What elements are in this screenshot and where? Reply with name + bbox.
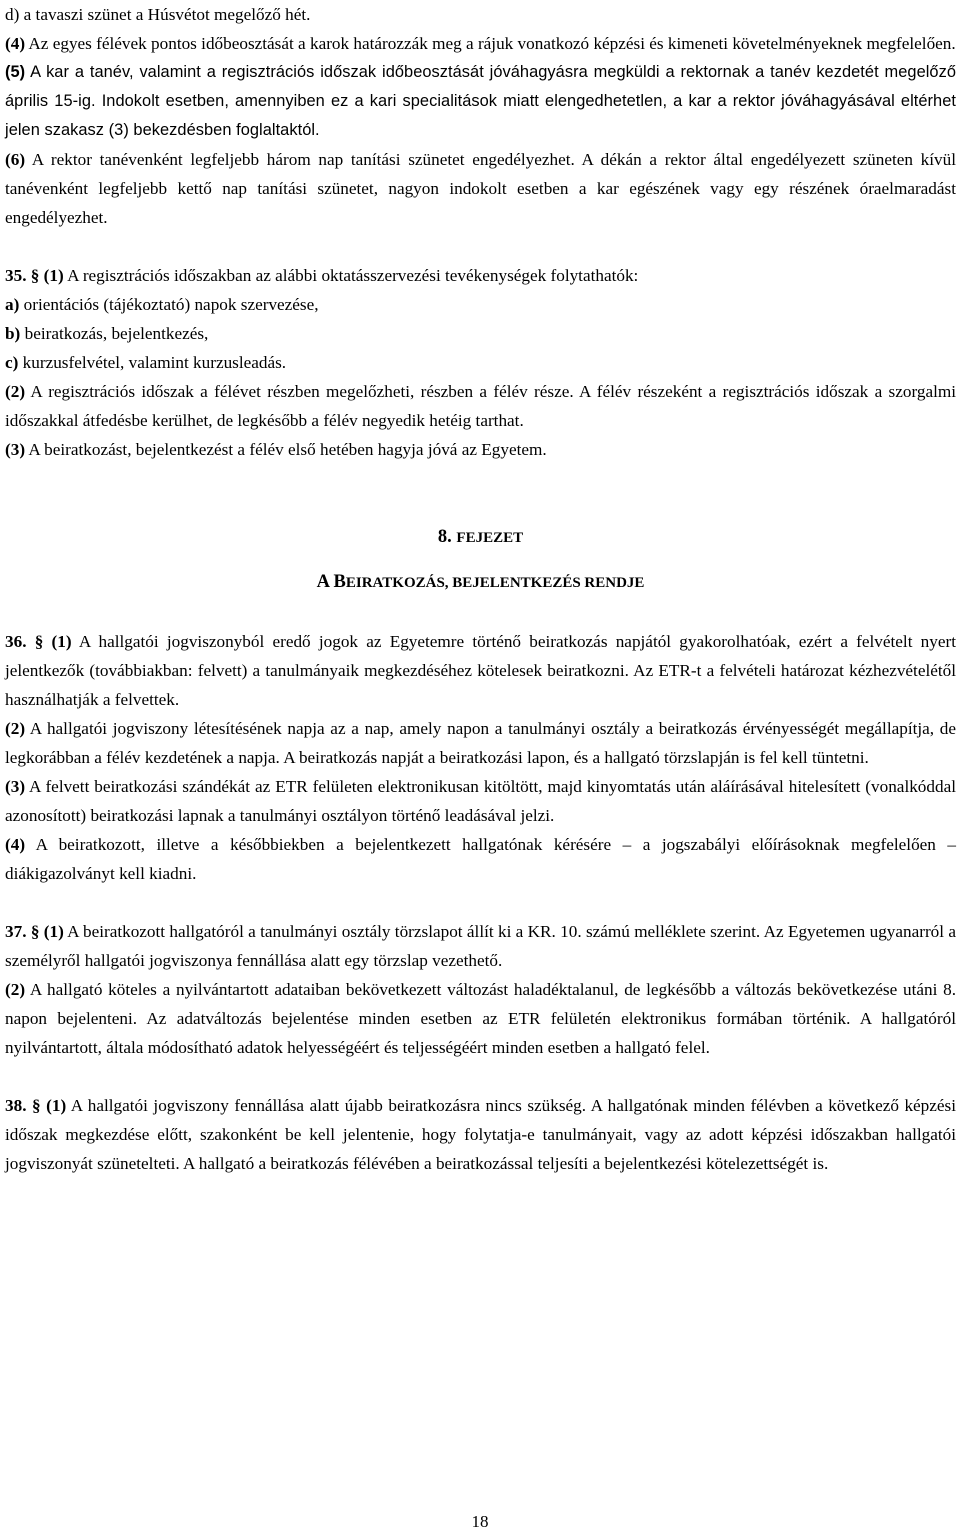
paragraph-text: A felvett beiratkozási szándékát az ETR felületen elektronikusan kitöltött, majd kinyomtatás után aláírásával hitelesített (vonalkóddal azonosított) beiratkozási lapnak a tanulmányi osztályon történő leadásával jelzi.	[5, 777, 956, 825]
document-page	[5, 0, 956, 1178]
paragraph	[5, 830, 956, 888]
paragraph	[5, 377, 956, 435]
paragraph	[5, 772, 956, 830]
section-marker: b)	[5, 324, 21, 343]
paragraph	[5, 627, 956, 714]
paragraph	[5, 290, 956, 319]
section-marker: a)	[5, 295, 20, 314]
chapter-heading	[5, 522, 956, 553]
section-marker: (1)	[43, 266, 64, 285]
spacer	[5, 1062, 956, 1091]
paragraph	[5, 0, 956, 29]
paragraph	[5, 435, 956, 464]
paragraph	[5, 29, 956, 58]
spacer	[5, 598, 956, 627]
paragraph	[5, 975, 956, 1062]
section-marker: c)	[5, 353, 19, 372]
page-number: 18	[471, 1512, 489, 1531]
paragraph	[5, 1091, 956, 1178]
paragraph-text: A regisztrációs időszakban az alábbi oktatásszervezési tevékenységek folytathatók:	[63, 266, 639, 285]
paragraph-text: A hallgatói jogviszony fennállása alatt újabb beiratkozásra nincs szükség. A hallgatónak minden félévben a következő képzési időszak megkezdése előtt, szakonként be kell jelentenie, hogy folytatja-e tanulmányait, vagy az adott képzési időszakban hallgatói jogviszonyát szünetelteti. A hallgató a beiratkozás félévében a beiratkozással teljesíti a bejelentkezési kötelezettségét is.	[5, 1096, 956, 1173]
section-marker: (6)	[5, 150, 26, 169]
paragraph	[5, 261, 956, 290]
paragraph-text: A kar a tanév, valamint a regisztrációs időszak időbeosztását jóváhagyásra megküldi a rektornak a tanév kezdetét megelőző április 15-ig. Indokolt esetben, amennyiben ez a kari specialitások miatt elengedhetetlen, a kar a rektor jóváhagyásával eltérhet jelen szakasz (3) bekezdésben foglaltaktól.	[5, 63, 956, 139]
chapter-title-part: EIRATKOZÁS, BEJELENTKEZÉS RENDJE	[345, 575, 645, 591]
paragraph-text: A rektor tanévenként legfeljebb három nap tanítási szünetet engedélyezhet. A dékán a rektor által engedélyezett szüneten kívül tanévenként legfeljebb kettő nap tanítási szünetet, nagyon indokolt esetben a kar egészének vagy egy részének óraelmaradást engedélyezhet.	[5, 150, 956, 227]
paragraph	[5, 917, 956, 975]
paragraph-text: A hallgatói jogviszonyból eredő jogok az Egyetemre történő beiratkozás napjától gyakorolhatóak, ezért a felvételt nyert jelentkezők (továbbiakban: felvett) a tanulmányaik megkezdéséhez kötelesek beiratkozni. Az ETR-t a felvételi határozat kézhezvételétől használhatják a felvettek.	[5, 632, 956, 709]
paragraph-text: Az egyes félévek pontos időbeosztását a karok határozzák meg a rájuk vonatkozó képzési és kimeneti követelményeknek megfelelően.	[25, 34, 956, 53]
paragraph-text: d) a tavaszi szünet a Húsvétot megelőző hét.	[5, 5, 311, 24]
paragraph-text: kurzusfelvétel, valamint kurzusleadás.	[18, 353, 287, 372]
section-marker: (2)	[5, 719, 26, 738]
paragraph-text: orientációs (tájékoztató) napok szervezése,	[19, 295, 319, 314]
paragraph-text: A beiratkozott, illetve a későbbiekben a bejelentkezett hallgatónak kérésére – a jogszabályi előírásoknak megfelelően – diákigazolványt kell kiadni.	[5, 835, 956, 883]
chapter-number: 8.	[437, 527, 457, 547]
section-marker: (1)	[51, 632, 72, 651]
paragraph	[5, 145, 956, 232]
paragraph	[5, 58, 956, 145]
section-marker: (5)	[5, 63, 26, 81]
paragraph-text: A beiratkozott hallgatóról a tanulmányi osztály törzslapot állít ki a KR. 10. számú melléklete szerint. Az Egyetemen ugyanarról a személyről hallgatói jogviszonya fennállása alatt egy törzslap vezethető.	[5, 922, 957, 970]
paragraph-text: beiratkozás, bejelentkezés,	[20, 324, 209, 343]
section-marker: 36. §	[5, 632, 52, 651]
section-marker: (4)	[5, 835, 26, 854]
spacer	[5, 232, 956, 261]
section-marker: 37. §	[5, 922, 44, 941]
paragraph-text: A hallgató köteles a nyilvántartott adataiban bekövetkezett változást haladéktalanul, de legkésőbb a változás bekövetkezése utáni 8. napon bejelenteni. Az adatváltozás bejelentése minden esetben az ETR felületén elektronikus formában történik. A hallgatóról nyilvántartott, általa módosítható adatok helyességéért és teljességéért minden esetben a hallgató felel.	[5, 980, 956, 1057]
paragraph-text: A regisztrációs időszak a félévet részben megelőzheti, részben a félév része. A félév részeként a regisztrációs időszak a szorgalmi időszakkal átfedésbe kerülhet, de legkésőbb a félév negyedik hetéig tarthat.	[5, 382, 956, 430]
section-marker: (3)	[5, 440, 26, 459]
paragraph	[5, 319, 956, 348]
section-marker: 38. §	[5, 1096, 47, 1115]
chapter-title-part: B	[333, 572, 346, 592]
spacer	[5, 888, 956, 917]
section-marker: (1)	[43, 922, 64, 941]
section-marker: (2)	[5, 980, 26, 999]
paragraph-text: A beiratkozást, bejelentkezést a félév első hetében hagyja jóvá az Egyetem.	[25, 440, 547, 459]
section-marker: (3)	[5, 777, 26, 796]
paragraph	[5, 348, 956, 377]
section-marker: (2)	[5, 382, 26, 401]
paragraph-text: A hallgatói jogviszony létesítésének napja az a nap, amely napon a tanulmányi osztály a beiratkozás érvényességét megállapítja, de legkorábban a félév kezdetének a napja. A beiratkozás napját a beiratkozási lapon, és a hallgató törzslapján is fel kell tüntetni.	[5, 719, 956, 767]
paragraph	[5, 714, 956, 772]
spacer	[5, 464, 956, 522]
chapter-title	[5, 567, 956, 598]
chapter-word: FEJEZET	[456, 530, 524, 546]
section-marker: 35. §	[5, 266, 44, 285]
chapter-title-part: A	[316, 572, 334, 592]
section-marker: (1)	[46, 1096, 67, 1115]
section-marker: (4)	[5, 34, 26, 53]
